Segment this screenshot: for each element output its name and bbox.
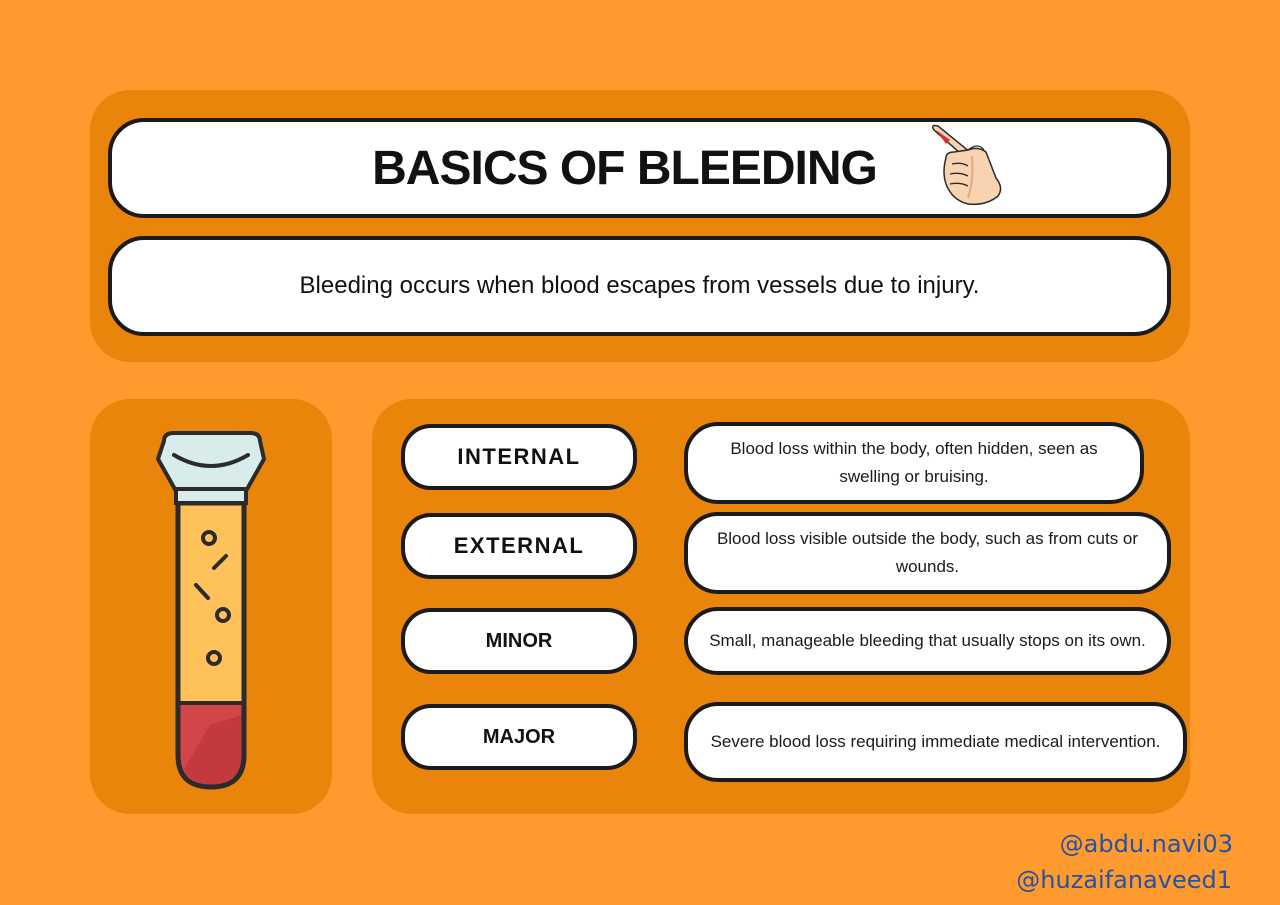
type-label-internal: INTERNAL [401, 424, 637, 490]
type-description-minor: Small, manageable bleeding that usually stops on its own. [684, 607, 1171, 675]
blood-test-tube-icon [150, 425, 270, 795]
definition-banner [108, 236, 1171, 336]
credit-handle: @abdu.navi03 [1059, 830, 1233, 858]
title-banner [108, 118, 1171, 218]
type-label-external: EXTERNAL [401, 513, 637, 579]
type-label-minor: MINOR [401, 608, 637, 674]
credit-handle: @huzaifanaveed1 [1016, 866, 1232, 894]
definition-text: Bleeding occurs when blood escapes from vessels due to injury. [299, 272, 980, 299]
bleeding-finger-icon [928, 122, 1008, 214]
type-description-external: Blood loss visible outside the body, such as from cuts or wounds. [684, 512, 1171, 594]
type-description-major: Severe blood loss requiring immediate medical intervention. [684, 702, 1187, 782]
type-label-major: MAJOR [401, 704, 637, 770]
page-title: BASICS OF BLEEDING [372, 141, 877, 195]
type-description-internal: Blood loss within the body, often hidden, seen as swelling or bruising. [684, 422, 1144, 504]
